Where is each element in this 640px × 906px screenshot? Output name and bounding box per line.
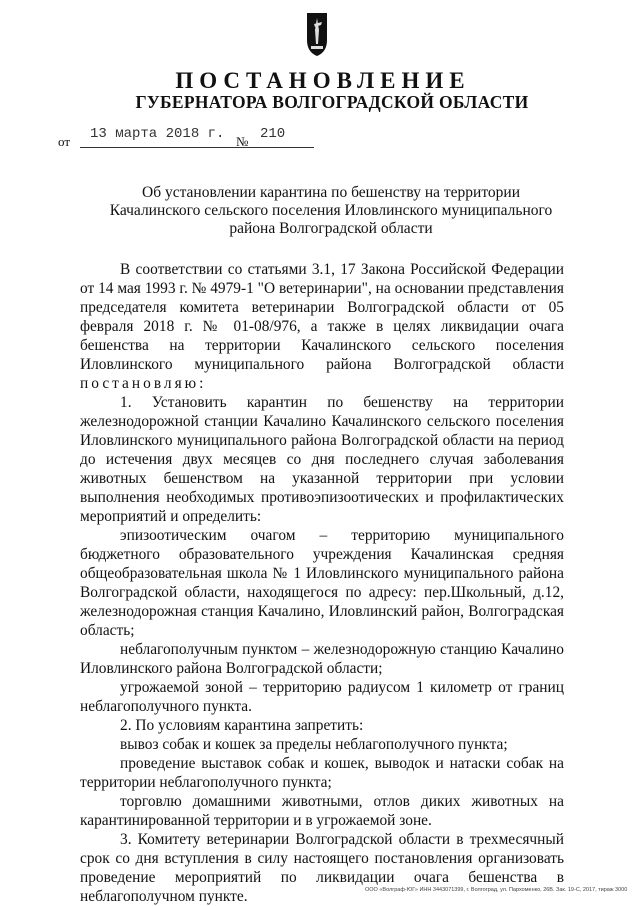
paragraph-2a: вывоз собак и кошек за пределы неблагополучного пункта; <box>120 736 508 753</box>
paragraph-1c: угрожаемой зоной – территорию радиусом 1 километр от границ неблагополучного пункта. <box>80 679 564 715</box>
paragraph-1a: эпизоотическим очагом – территорию муниципального бюджетного образовательного учреждения Качалинская средняя общеобразовательная школа № 1 Иловлинского муниципального района Волгоградской области, находящегося по адресу: пер.Школьный, д.12, железнодорожная станция Качалино, Иловлинский район, Волгоградская область; <box>80 527 564 639</box>
number-value: 210 <box>260 126 286 142</box>
paragraph-3: 3. Комитету ветеринарии Волгоградской области в трехмесячный срок со дня вступления в силу настоящего постановления организовать проведение мероприятий по ликвидации очага бешенства в неблагополучном пункте. <box>80 831 564 905</box>
paragraph-2b: проведение выставок собак и кошек, выводок и натаски собак на территории неблагополучного пункта; <box>80 755 564 791</box>
document-title: ПОСТАНОВЛЕНИЕ <box>175 68 471 93</box>
document-subtitle: ГУБЕРНАТОРА ВОЛГОГРАДСКОЙ ОБЛАСТИ <box>135 92 529 112</box>
paragraph-2c: торговлю домашними животными, отлов диких животных на карантинированной территории и в угрожаемой зоне. <box>80 793 564 829</box>
number-underline <box>252 147 314 148</box>
date-label: от <box>58 134 71 149</box>
preamble-text: В соответствии со статьями 3.1, 17 Закона Российской Федерации от 14 мая 1993 г. № 4979-1 "О ветеринарии", на основании представления председателя комитета ветеринарии Волгоградской области от 05 февраля 2018 г. № 01-08/976, а также в целях ликвидации очага бешенства на территории Качалинского сельского поселения Иловлинского муниципального района Волгоградской области <box>80 261 564 373</box>
preamble-paragraph <box>80 260 564 393</box>
number-label: № <box>236 134 249 149</box>
paragraph-1: 1. Установить карантин по бешенству на территории железнодорожной станции Качалино Качалинского сельского поселения Иловлинского муниципального района Волгоградской области на период до истечения двух месяцев со дня последнего случая заболевания животных бешенством на указанной территории при условии выполнения необходимых противоэпизоотических и профилактических мероприятий и определить: <box>80 394 564 525</box>
paragraph-2: 2. По условиям карантина запретить: <box>120 717 364 734</box>
print-footer: ООО «Волграф-ЮГ» ИНН 3443071399, г. Волгоград, ул. Пархоменко, 26В. Зак. 19-С, 2017, тираж 3000 <box>365 887 628 893</box>
paragraph-1b: неблагополучным пунктом – железнодорожную станцию Качалино Иловлинского района Волгоградской области; <box>80 641 564 677</box>
date-value: 13 марта 2018 г. <box>90 126 225 142</box>
coat-of-arms-emblem <box>297 10 337 58</box>
document-body <box>80 260 564 906</box>
document-subject: Об установлении карантина по бешенству на территории Качалинского сельского поселения Иловлинского муниципального района Волгоградской области <box>109 184 553 237</box>
document-meta <box>58 126 640 150</box>
decree-word: постановляю: <box>80 375 207 392</box>
